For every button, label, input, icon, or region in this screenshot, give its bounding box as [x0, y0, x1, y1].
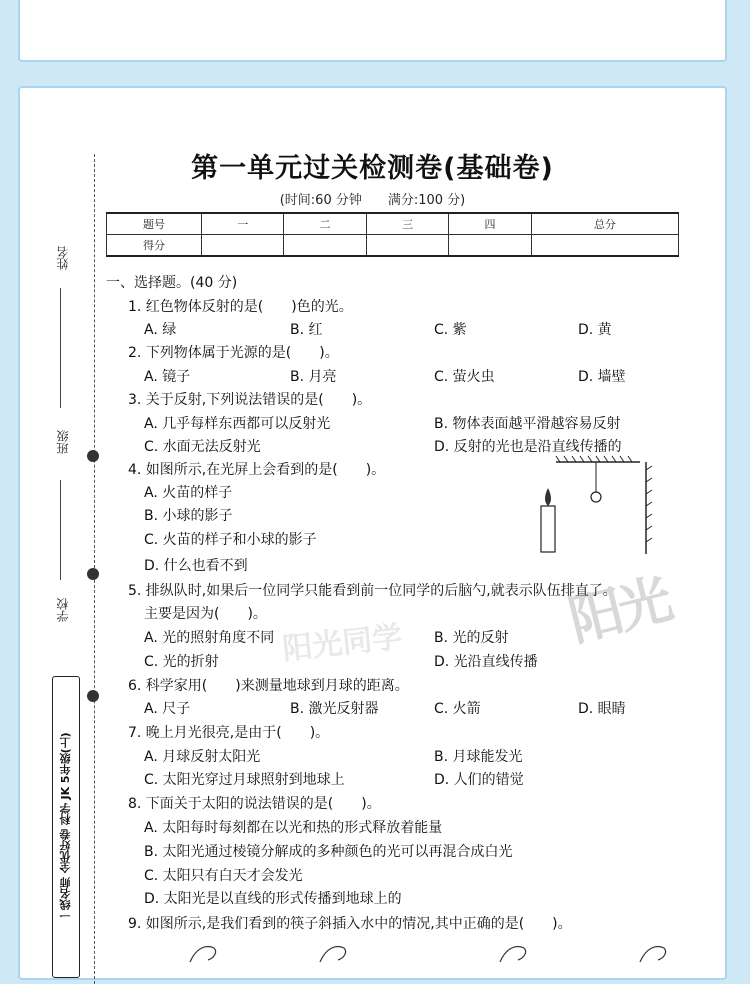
- score-table-header: [107, 213, 679, 235]
- option[interactable]: B. 小球的影子: [144, 508, 233, 524]
- option[interactable]: D. 反射的光也是沿直线传播的: [434, 439, 622, 455]
- question-stem: 2. 下列物体属于光源的是( )。: [128, 345, 339, 361]
- option[interactable]: C. 光的折射: [144, 654, 219, 670]
- option[interactable]: D. 眼睛: [578, 701, 626, 717]
- option[interactable]: C. 火箭: [434, 701, 481, 717]
- watermark-sub: 阳光同学: [280, 619, 404, 668]
- option[interactable]: A. 几乎每样东西都可以反射光: [144, 416, 331, 432]
- option[interactable]: D. 什么也看不到: [144, 558, 248, 574]
- section-heading: 一、选择题。(40 分): [106, 275, 238, 291]
- series-strip-text: 一线名师 全优好卷 科学 JK 5年级(上): [59, 732, 72, 922]
- binding-hole: [87, 450, 99, 462]
- option[interactable]: C. 太阳光穿过月球照射到地球上: [144, 772, 345, 788]
- question-stem-continued: 主要是因为( )。: [144, 606, 267, 622]
- series-strip: [52, 676, 80, 978]
- school-label: 学校: [56, 598, 70, 622]
- watermark-logo: 阳光: [562, 567, 676, 654]
- option[interactable]: B. 月球能发光: [434, 749, 523, 765]
- option[interactable]: B. 激光反射器: [290, 701, 379, 717]
- option[interactable]: B. 月亮: [290, 369, 337, 385]
- header-cell: 一: [202, 213, 284, 235]
- exam-page-card: [18, 86, 727, 980]
- option[interactable]: A. 太阳每时每刻都在以光和热的形式释放着能量: [144, 820, 443, 836]
- binding-margin: [20, 88, 104, 978]
- option[interactable]: A. 镜子: [144, 369, 191, 385]
- option[interactable]: B. 物体表面越平滑越容易反射: [434, 416, 621, 432]
- option[interactable]: D. 墙壁: [578, 369, 626, 385]
- option[interactable]: C. 太阳只有白天才会发光: [144, 868, 303, 884]
- header-cell: 二: [284, 213, 366, 235]
- question-stem: 7. 晚上月光很亮,是由于( )。: [128, 725, 330, 741]
- candle-ball-screen-figure: [510, 454, 690, 554]
- option[interactable]: C. 水面无法反射光: [144, 439, 261, 455]
- option[interactable]: B. 红: [290, 322, 323, 338]
- option[interactable]: D. 太阳光是以直线的形式传播到地球上的: [144, 891, 402, 907]
- option[interactable]: D. 黄: [578, 322, 612, 338]
- name-label: 姓名: [56, 246, 70, 270]
- binding-hole: [87, 568, 99, 580]
- question-stem: 4. 如图所示,在光屏上会看到的是( )。: [128, 462, 386, 478]
- previous-page-card: [18, 0, 727, 62]
- score-table: [106, 212, 679, 257]
- binding-hole: [87, 690, 99, 702]
- exam-subtitle: (时间:60 分钟 满分:100 分): [279, 193, 466, 208]
- header-cell: 三: [366, 213, 448, 235]
- score-cell[interactable]: [284, 235, 366, 257]
- class-blank: [60, 480, 61, 580]
- option[interactable]: A. 光的照射角度不同: [144, 630, 275, 646]
- name-blank: [60, 288, 61, 408]
- chopsticks-in-water-figures: [170, 938, 690, 964]
- option[interactable]: B. 光的反射: [434, 630, 509, 646]
- question-stem: 6. 科学家用( )来测量地球到月球的距离。: [128, 678, 409, 694]
- score-cell[interactable]: [202, 235, 284, 257]
- option[interactable]: A. 火苗的样子: [144, 485, 233, 501]
- option[interactable]: A. 绿: [144, 322, 177, 338]
- score-table-row: [107, 235, 679, 257]
- exam-page: [20, 88, 725, 978]
- header-cell: 题号: [107, 213, 202, 235]
- option[interactable]: B. 太阳光通过棱镜分解成的多种颜色的光可以再混合成白光: [144, 844, 513, 860]
- question-stem: 3. 关于反射,下列说法错误的是( )。: [128, 392, 372, 408]
- option[interactable]: C. 紫: [434, 322, 467, 338]
- header-cell: 四: [449, 213, 531, 235]
- score-cell[interactable]: [531, 235, 678, 257]
- exam-title: 第一单元过关检测卷(基础卷): [191, 153, 554, 184]
- question-stem: 5. 排纵队时,如果后一位同学只能看到前一位同学的后脑勺,就表示队伍排直了。: [128, 583, 617, 599]
- option[interactable]: C. 萤火虫: [434, 369, 495, 385]
- option[interactable]: D. 人们的错觉: [434, 772, 524, 788]
- score-row-label: 得分: [107, 235, 202, 257]
- header-cell: 总分: [531, 213, 678, 235]
- class-label: 班级: [56, 430, 70, 454]
- question-stem: 8. 下面关于太阳的说法错误的是( )。: [128, 796, 381, 812]
- question-stem: 9. 如图所示,是我们看到的筷子斜插入水中的情况,其中正确的是( )。: [128, 916, 572, 932]
- option[interactable]: A. 月球反射太阳光: [144, 749, 261, 765]
- question-stem: 1. 红色物体反射的是( )色的光。: [128, 299, 353, 315]
- option[interactable]: C. 火苗的样子和小球的影子: [144, 532, 317, 548]
- score-cell[interactable]: [366, 235, 448, 257]
- score-cell[interactable]: [449, 235, 531, 257]
- option[interactable]: D. 光沿直线传播: [434, 654, 538, 670]
- option[interactable]: A. 尺子: [144, 701, 191, 717]
